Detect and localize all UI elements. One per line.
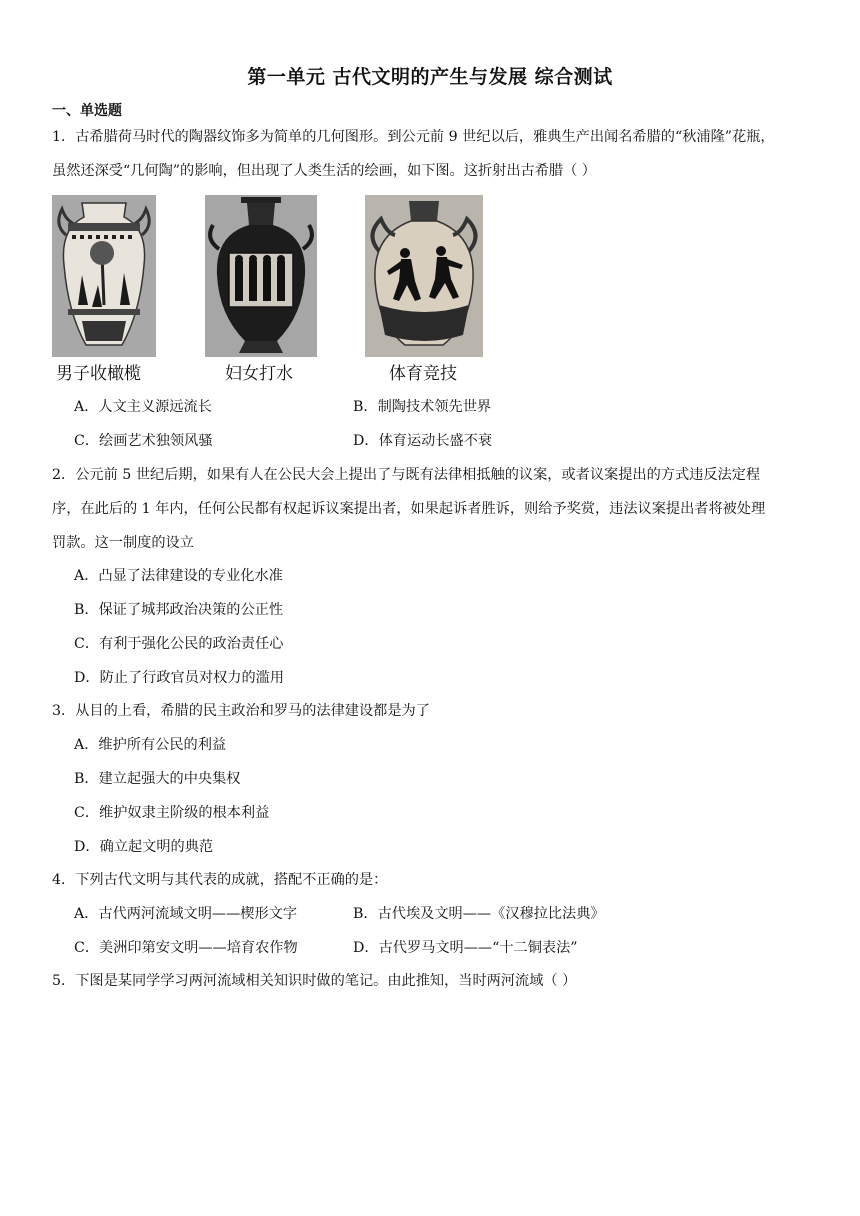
question-2-option-c[interactable]: C．有利于强化公民的政治责任心: [74, 636, 284, 652]
question-2-option-d[interactable]: D．防止了行政官员对权力的滥用: [74, 670, 285, 686]
question-2-line-2: 序，在此后的 1 年内，任何公民都有权起诉议案提出者，如果起诉者胜诉，则给予奖赏，违法议案提出者将被处理: [52, 501, 766, 517]
question-2-option-b[interactable]: B．保证了城邦政治决策的公正性: [74, 602, 284, 618]
question-4-option-d[interactable]: D．古代罗马文明——“十二铜表法”: [353, 940, 578, 956]
question-3-line-1: 3．从目的上看，希腊的民主政治和罗马的法律建设都是为了: [52, 703, 430, 719]
question-1-line-2: 虽然还深受“几何陶”的影响，但出现了人类生活的绘画，如下图。这折射出古希腊（ ）: [52, 163, 596, 179]
vase-caption-1: 男子收橄榄: [56, 364, 141, 384]
question-1-option-a[interactable]: A．人文主义源远流长: [74, 399, 212, 415]
question-2-option-a[interactable]: A．凸显了法律建设的专业化水准: [74, 568, 283, 584]
question-5-line-1: 5．下图是某同学学习两河流域相关知识时做的笔记。由此推知，当时两河流域（ ）: [52, 973, 577, 989]
question-2-line-1: 2．公元前 5 世纪后期，如果有人在公民大会上提出了与既有法律相抵触的议案，或者议案提出的方式违反法定程: [52, 467, 761, 483]
question-4-option-c[interactable]: C．美洲印第安文明——培育农作物: [74, 940, 298, 956]
section-heading: 一、单选题: [52, 103, 122, 119]
question-1-option-b[interactable]: B．制陶技术领先世界: [353, 399, 492, 415]
question-2-line-3: 罚款。这一制度的设立: [52, 535, 194, 551]
question-4-option-a[interactable]: A．古代两河流域文明——楔形文字: [74, 906, 298, 922]
vase-olive-harvest-icon: [52, 195, 156, 357]
question-3-option-b[interactable]: B．建立起强大的中央集权: [74, 771, 241, 787]
question-4-option-b[interactable]: B．古代埃及文明——《汉穆拉比法典》: [353, 906, 605, 922]
vase-caption-2: 妇女打水: [225, 364, 293, 384]
question-1-option-d[interactable]: D．体育运动长盛不衰: [353, 433, 493, 449]
question-1-option-c[interactable]: C．绘画艺术独领风骚: [74, 433, 213, 449]
question-3-option-d[interactable]: D．确立起文明的典范: [74, 839, 214, 855]
vase-caption-3: 体育竞技: [389, 364, 457, 384]
question-1-line-1: 1．古希腊荷马时代的陶器纹饰多为简单的几何图形。到公元前 9 世纪以后，雅典生产出闻名希腊的“秋浦隆”花瓶，: [52, 129, 775, 145]
vase-women-water-icon: [205, 195, 317, 357]
vase-athletes-icon: [365, 195, 483, 357]
question-4-line-1: 4．下列古代文明与其代表的成就，搭配不正确的是：: [52, 872, 388, 888]
page-title: 第一单元 古代文明的产生与发展 综合测试: [247, 66, 613, 88]
question-3-option-a[interactable]: A．维护所有公民的利益: [74, 737, 227, 753]
question-3-option-c[interactable]: C．维护奴隶主阶级的根本利益: [74, 805, 270, 821]
